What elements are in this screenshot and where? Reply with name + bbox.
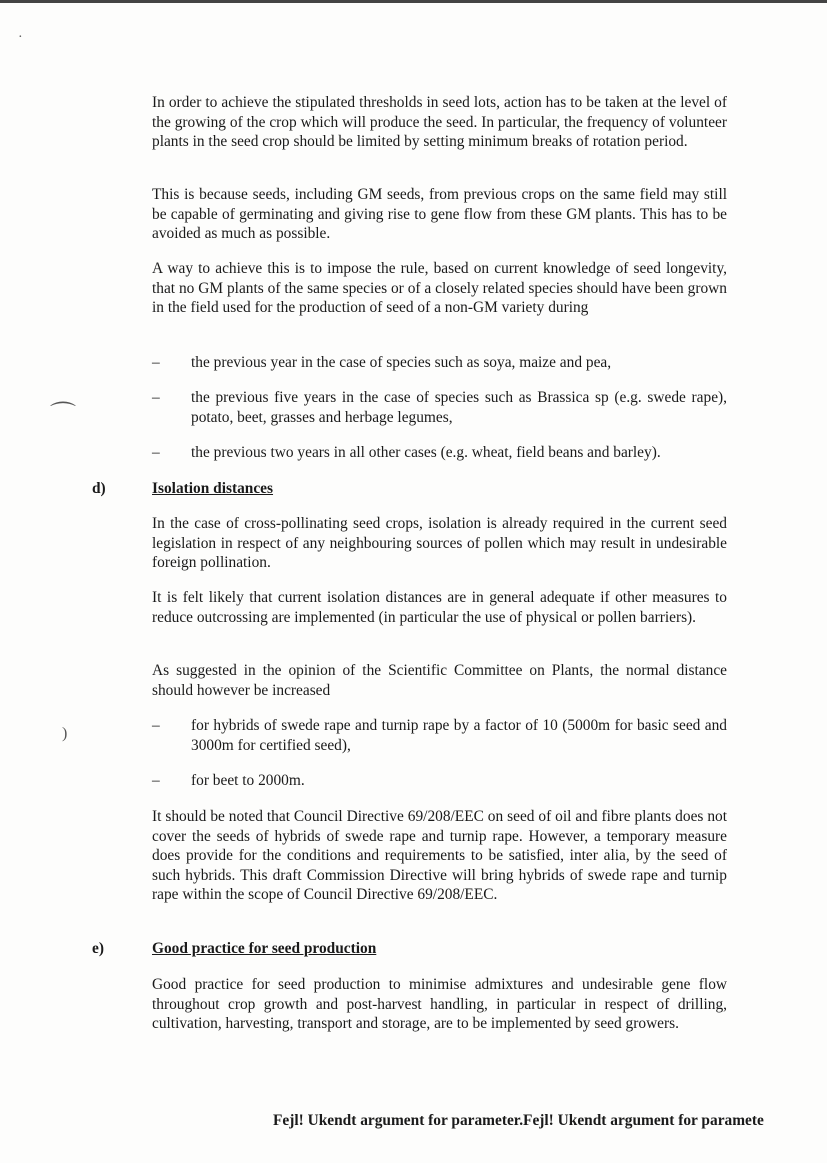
bullet-marker: –	[152, 717, 160, 734]
rotation-bullet-item: the previous five years in the case of species such as Brassica sp (e.g. swede rape), potato, beet, grasses and herbage legumes,	[191, 389, 727, 426]
paragraph-council-directive: It should be noted that Council Directive 69/208/EEC on seed of oil and fibre plants does not cover the seeds of hybrids of swede rape and turnip rape. However, a temporary measure does provide for the conditions and requirements to be satisfied, inter alia, by the seed of such hybrids. This draft Commission Directive will bring hybrids of swede rape and turnip rape within the scope of Council Directive 69/208/EEC.	[152, 808, 727, 903]
paragraph-thresholds: In order to achieve the stipulated thresholds in seed lots, action has to be taken at the level of the growing of the crop which will produce the seed. In particular, the frequency of volunteer plants in the seed crop should be limited by setting minimum breaks of rotation period.	[152, 94, 727, 150]
paragraph-good-practice: Good practice for seed production to minimise admixtures and undesirable gene flow throughout crop growth and post-harvest handling, in particular in respect of drilling, cultivation, harvesting, transport and storage, are to be implemented by seed growers.	[152, 976, 727, 1032]
margin-scan-mark: )	[62, 725, 68, 742]
page-footer-field-error: Fejl! Ukendt argument for parameter.Fejl! Ukendt argument for paramete	[273, 1112, 764, 1129]
scan-speck-mark: ·	[18, 30, 23, 45]
paragraph-gm-seeds: This is because seeds, including GM seeds, from previous crops on the same field may still be capable of germinating and giving rise to gene flow from these GM plants. This has to be avoided as much as possible.	[152, 186, 727, 242]
bullet-marker: –	[152, 444, 160, 461]
section-d-heading: Isolation distances	[152, 480, 274, 497]
section-e-letter: e)	[92, 940, 104, 957]
paragraph-isolation-adequate: It is felt likely that current isolation distances are in general adequate if other measures to reduce outcrossing are implemented (in particular the use of physical or pollen barriers).	[152, 589, 727, 626]
paragraph-rotation-rule: A way to achieve this is to impose the rule, based on current knowledge of seed longevity, that no GM plants of the same species or of a closely related species should have been grown in the field used for the production of seed of a non-GM variety during	[152, 260, 727, 316]
bullet-marker: –	[152, 354, 160, 371]
top-scan-rule	[0, 0, 827, 3]
paragraph-scientific-committee: As suggested in the opinion of the Scientific Committee on Plants, the normal distance should however be increased	[152, 662, 727, 699]
hole-punch-mark: ⌒	[50, 401, 77, 430]
isolation-bullet-item: for beet to 2000m.	[191, 772, 305, 789]
bullet-marker: –	[152, 389, 160, 406]
section-e-heading: Good practice for seed production	[152, 940, 377, 957]
rotation-bullet-item: the previous year in the case of species such as soya, maize and pea,	[191, 354, 612, 371]
bullet-marker: –	[152, 772, 160, 789]
rotation-bullet-item: the previous two years in all other cases (e.g. wheat, field beans and barley).	[191, 444, 661, 461]
isolation-bullet-item: for hybrids of swede rape and turnip rape by a factor of 10 (5000m for basic seed and 3000m for certified seed),	[191, 717, 727, 754]
section-d-letter: d)	[92, 480, 106, 497]
paragraph-cross-pollination: In the case of cross-pollinating seed crops, isolation is already required in the current seed legislation in respect of any neighbouring sources of pollen which may result in undesirable foreign pollination.	[152, 515, 727, 571]
